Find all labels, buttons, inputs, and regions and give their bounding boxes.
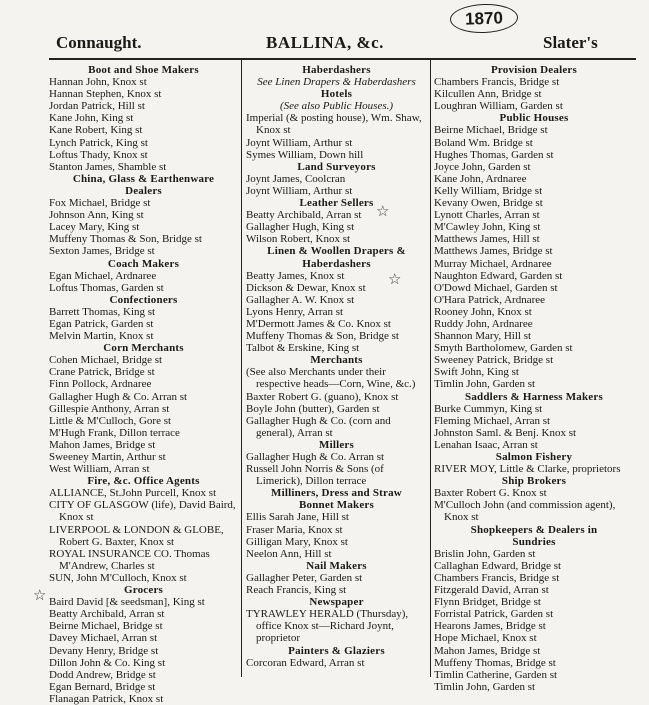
region-heading: Connaught. xyxy=(56,33,142,52)
section-heading: Nail Makers xyxy=(306,559,367,572)
listing-entry: Mahon James, Bridge st xyxy=(434,644,541,657)
listing-entry: Brislin John, Garden st xyxy=(434,547,536,560)
section-heading: Corn Merchants xyxy=(103,342,184,355)
section-heading: Leather Sellers xyxy=(299,197,374,210)
section-heading: China, Glass & Earthenware xyxy=(72,172,215,185)
listing-entry: Lenahan Isaac, Arran st xyxy=(434,438,538,451)
listing-entry: Gallagher Peter, Garden st xyxy=(246,571,363,584)
listing-entry: O'Hara Patrick, Ardnaree xyxy=(434,293,546,306)
directory-column-1 xyxy=(49,64,238,705)
section-heading: Shopkeepers & Dealers in xyxy=(470,523,598,536)
listing-entry: Gallagher Hugh, King st xyxy=(246,221,355,234)
listing-entry: Dickson & Dewar, Knox st xyxy=(246,281,366,294)
section-heading: Salmon Fishery xyxy=(495,451,573,463)
section-heading: Bonnet Makers xyxy=(298,499,374,512)
listing-entry: Beatty James, Knox st xyxy=(246,269,345,282)
listing-entry: Baxter Robert G. (guano), Knox st xyxy=(246,390,399,403)
listing-entry: RIVER MOY, Little & Clarke, proprietors xyxy=(434,463,621,476)
listing-entry: Corcoran Edward, Arran st xyxy=(246,656,365,669)
listing-entry: Stanton James, Shamble st xyxy=(49,160,167,173)
section-heading: Dealers xyxy=(125,184,162,197)
listing-entry: Boland Wm. Bridge st xyxy=(434,136,533,149)
section-heading: Milliners, Dress and Straw xyxy=(271,487,402,500)
section-heading: Boot and Shoe Makers xyxy=(88,64,199,76)
listing-entry: Fitzgerald David, Arran st xyxy=(434,584,549,597)
listing-entry: Timlin Catherine, Garden st xyxy=(434,668,558,681)
listing-entry: Barrett Thomas, King st xyxy=(49,305,156,318)
listing-entry: Egan Bernard, Bridge st xyxy=(49,680,156,693)
listing-entry: Baird David [& seedsman], King st xyxy=(49,596,205,609)
listing-entry: TYRAWLEY HERALD (Thursday), office Knox st—Richard Joynt, proprietor xyxy=(246,608,409,645)
listing-entry: Kelly William, Bridge st xyxy=(434,184,543,197)
listing-entry: Kane John, King st xyxy=(49,112,134,125)
listing-entry: Shannon Mary, Hill st xyxy=(434,330,532,343)
section-heading: Haberdashers xyxy=(302,64,371,76)
section-heading: Haberdashers xyxy=(302,257,371,270)
listing-entry: Loughran William, Garden st xyxy=(434,100,563,113)
listing-entry: Muffeny Thomas & Son, Bridge st xyxy=(246,330,399,343)
column-divider-left xyxy=(241,60,242,677)
listing-entry: Symes William, Down hill xyxy=(246,148,364,161)
star-mark-icon: ☆ xyxy=(388,270,402,288)
listing-entry: M'Culloch John (and commission agent), Knox st xyxy=(434,499,616,524)
listing-entry: Lacey Mary, King st xyxy=(49,221,140,234)
listing-entry: Dillon John & Co. King st xyxy=(49,656,166,669)
listing-entry: Dodd Andrew, Bridge st xyxy=(49,668,156,681)
listing-entry: Fleming Michael, Arran st xyxy=(434,414,551,427)
listing-entry: Hannan Stephen, Knox st xyxy=(49,88,162,101)
section-heading: Land Surveyors xyxy=(297,160,376,173)
listing-entry: Gallagher Hugh & Co. Arran st xyxy=(49,390,188,403)
listing-entry: Jordan Patrick, Hill st xyxy=(49,100,145,113)
listing-entry: Rooney John, Knox st xyxy=(434,305,532,318)
listing-entry: West William, Arran st xyxy=(49,463,150,476)
section-heading: Saddlers & Harness Makers xyxy=(465,390,603,403)
listing-entry: Flanagan Patrick, Knox st xyxy=(49,692,164,705)
listing-entry: Crane Patrick, Bridge st xyxy=(49,366,155,379)
listing-entry: Sexton James, Bridge st xyxy=(49,245,155,258)
listing-entry: Muffeny Thomas, Bridge st xyxy=(434,656,556,669)
section-heading: Grocers xyxy=(123,584,164,597)
listing-entry: Smyth Bartholomew, Garden st xyxy=(434,342,573,355)
listing-entry: Kevany Owen, Bridge st xyxy=(434,197,543,210)
listing-entry: Timlin John, Garden st xyxy=(434,378,536,391)
cross-reference-note: (See also Public Houses.) xyxy=(279,100,394,113)
star-mark-icon: ☆ xyxy=(33,586,47,604)
section-heading: Ship Brokers xyxy=(501,475,567,488)
listing-entry: Gallagher A. W. Knox st xyxy=(246,293,355,306)
directory-column-2 xyxy=(246,64,427,677)
listing-entry: LIVERPOOL & LONDON & GLOBE, Robert G. Baxter, Knox st xyxy=(49,523,224,548)
listing-entry: Baxter Robert G. Knox st xyxy=(434,487,547,500)
section-heading: Public Houses xyxy=(499,112,569,125)
listing-entry: Hannan John, Knox st xyxy=(49,76,147,89)
listing-entry: Russell John Norris & Sons (of Limerick), Dillon terrace xyxy=(246,463,384,488)
listing-entry: Reach Francis, King st xyxy=(246,584,347,597)
section-heading: Provision Dealers xyxy=(491,64,577,76)
listing-entry: Matthews James, Hill st xyxy=(434,233,540,246)
listing-entry: Cohen Michael, Bridge st xyxy=(49,354,163,367)
section-heading: Sundries xyxy=(512,535,556,548)
listing-entry: M'Cawley John, King st xyxy=(434,221,541,234)
listing-entry: Callaghan Edward, Bridge st xyxy=(434,559,562,572)
listing-entry: Chambers Francis, Bridge st xyxy=(434,76,560,89)
listing-entry: Gillespie Anthony, Arran st xyxy=(49,402,170,415)
year-stamp: 1870 xyxy=(450,3,519,34)
listing-entry: Loftus Thady, Knox st xyxy=(49,148,148,161)
listing-entry: Egan Patrick, Garden st xyxy=(49,317,154,330)
listing-entry: Joynt William, Arthur st xyxy=(246,136,353,149)
listing-entry: Egan Michael, Ardnaree xyxy=(49,269,157,282)
listing-entry: Fox Michael, Bridge st xyxy=(49,197,151,210)
listing-entry: SUN, John M'Culloch, Knox st xyxy=(49,571,187,584)
listing-entry: Gallagher Hugh & Co. (corn and general), Arran st xyxy=(246,414,391,439)
listing-entry: Beatty Archibald, Arran st xyxy=(246,209,362,222)
section-heading: Coach Makers xyxy=(107,257,180,270)
section-heading: Millers xyxy=(319,438,354,451)
listing-entry: Sweeney Patrick, Bridge st xyxy=(434,354,554,367)
listing-entry: Johnston Saml. & Benj. Knox st xyxy=(434,426,577,439)
listing-entry: Kane Robert, King st xyxy=(49,124,143,137)
listing-entry: Beatty Archibald, Arran st xyxy=(49,608,165,621)
listing-entry: Lyons Henry, Arran st xyxy=(246,305,344,318)
listing-entry: Devany Henry, Bridge st xyxy=(49,644,159,657)
listing-entry: Kilcullen Ann, Bridge st xyxy=(434,88,542,101)
listing-entry: (See also Merchants under their respective heads—Corn, Wine, &c.) xyxy=(246,366,416,391)
listing-entry: Hughes Thomas, Garden st xyxy=(434,148,554,161)
listing-entry: Davey Michael, Arran st xyxy=(49,632,158,645)
listing-entry: M'Dermott James & Co. Knox st xyxy=(246,317,391,330)
listing-entry: Forristal Patrick, Garden st xyxy=(434,608,554,621)
publisher-heading: Slater's xyxy=(543,33,598,52)
listing-entry: Muffeny Thomas & Son, Bridge st xyxy=(49,233,202,246)
listing-entry: Neelon Ann, Hill st xyxy=(246,547,332,560)
listing-entry: ALLIANCE, St.John Purcell, Knox st xyxy=(49,487,217,500)
listing-entry: Timlin John, Garden st xyxy=(434,680,536,693)
section-heading: Linen & Woollen Drapers & xyxy=(267,245,406,258)
listing-entry: M'Hugh Frank, Dillon terrace xyxy=(49,426,180,439)
listing-entry: Beirne Michael, Bridge st xyxy=(434,124,548,137)
listing-entry: Hope Michael, Knox st xyxy=(434,632,537,645)
listing-entry: Johnson Ann, King st xyxy=(49,209,144,222)
listing-entry: Lynch Patrick, King st xyxy=(49,136,148,149)
section-heading: Painters & Glaziers xyxy=(288,644,385,657)
listing-entry: Talbot & Erskine, King st xyxy=(246,342,360,355)
listing-entry: Sweeney Martin, Arthur st xyxy=(49,451,166,463)
listing-entry: Gilligan Mary, Knox st xyxy=(246,535,348,548)
listing-entry: Burke Cummyn, King st xyxy=(434,402,543,415)
listing-entry: Flynn Bridget, Bridge st xyxy=(434,596,541,609)
section-heading: Fire, &c. Office Agents xyxy=(87,475,200,488)
column-divider-right xyxy=(430,60,431,677)
listing-entry: Imperial (& posting house), Wm. Shaw, Knox st xyxy=(246,112,422,137)
listing-entry: Boyle John (butter), Garden st xyxy=(246,402,380,415)
listing-entry: CITY OF GLASGOW (life), David Baird, Knox st xyxy=(49,499,236,524)
listing-entry: Swift John, King st xyxy=(434,366,519,379)
section-heading: Hotels xyxy=(320,88,353,101)
listing-entry: ROYAL INSURANCE CO. Thomas M'Andrew, Charles st xyxy=(49,547,210,572)
page-title: BALLINA, &c. xyxy=(266,33,384,52)
top-rule xyxy=(49,58,636,60)
listing-entry: Murray Michael, Ardnaree xyxy=(434,257,552,270)
listing-entry: Matthews James, Bridge st xyxy=(434,245,553,258)
listing-entry: Melvin Martin, Knox st xyxy=(49,330,154,343)
listing-entry: Beirne Michael, Bridge st xyxy=(49,620,163,633)
listing-entry: O'Dowd Michael, Garden st xyxy=(434,281,558,294)
section-heading: Newspaper xyxy=(309,596,364,609)
listing-entry: Joyce John, Garden st xyxy=(434,160,531,173)
listing-entry: Mahon James, Bridge st xyxy=(49,438,156,451)
listing-entry: Fraser Maria, Knox st xyxy=(246,523,343,536)
listing-entry: Kane John, Ardnaree xyxy=(434,172,527,185)
listing-entry: Finn Pollock, Ardnaree xyxy=(49,378,152,391)
listing-entry: Little & M'Culloch, Gore st xyxy=(49,414,172,427)
listing-entry: Gallagher Hugh & Co. Arran st xyxy=(246,451,385,463)
listing-entry: Chambers Francis, Bridge st xyxy=(434,571,560,584)
listing-entry: Loftus Thomas, Garden st xyxy=(49,281,164,294)
section-heading: Merchants xyxy=(310,354,363,367)
listing-entry: Naughton Edward, Garden st xyxy=(434,269,563,282)
listing-entry: Wilson Robert, Knox st xyxy=(246,233,351,246)
listing-entry: Ellis Sarah Jane, Hill st xyxy=(246,511,349,524)
listing-entry: Joynt William, Arthur st xyxy=(246,184,353,197)
directory-column-3 xyxy=(434,64,634,693)
cross-reference-note: See Linen Drapers & Haberdashers xyxy=(257,76,416,89)
section-heading: Confectioners xyxy=(109,293,178,306)
star-mark-icon: ☆ xyxy=(376,202,390,220)
listing-entry: Lynott Charles, Arran st xyxy=(434,209,540,222)
listing-entry: Ruddy John, Ardnaree xyxy=(434,317,533,330)
listing-entry: Hearons James, Bridge st xyxy=(434,620,546,633)
listing-entry: Joynt James, Coolcran xyxy=(246,172,346,185)
